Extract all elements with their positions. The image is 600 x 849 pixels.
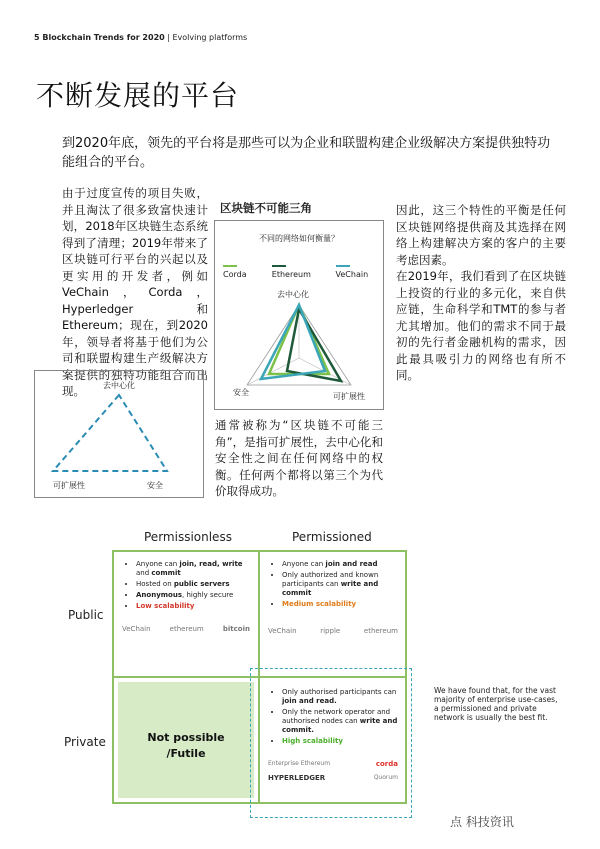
corda-logo: corda <box>375 760 398 768</box>
page-title: 不断发展的平台 <box>36 79 240 112</box>
intro-paragraph: 到2020年底，领先的平台将是那些可以为企业和联盟构建企业级解决方案提供独特功能组合的平台。 <box>62 136 551 170</box>
label-scalability: 可扩展性 <box>53 481 85 490</box>
quorum-logo: Quorum <box>373 774 398 781</box>
futile-label: /Futile <box>166 747 206 760</box>
ethereum-logo: ethereum <box>169 625 204 633</box>
row-head-public: Public <box>68 608 104 622</box>
chart-label-security: 安全 <box>233 388 249 397</box>
logos-permissionless-public <box>122 625 254 633</box>
chart-title: 区块链不可能三角 <box>220 201 312 215</box>
vechain-logo: VeChain <box>268 627 297 635</box>
logos-permissioned-public <box>268 627 402 635</box>
footer-watermark: 点 科技资讯 <box>450 815 514 829</box>
body-column-middle: 通常被称为“区块链不可能三角”，是指可扩展性，去中心化和安全性之间在任何网络中的权衡。任何两个都将以第三个为代价取得成功。 <box>215 418 383 498</box>
label-decentralization: 去中心化 <box>103 381 135 390</box>
section-name: Evolving platforms <box>172 33 248 42</box>
radar-svg <box>215 221 383 411</box>
logos-permissioned-private <box>268 760 402 768</box>
right-paragraph-1: 因此，这三个特性的平衡是任何区块链网络提供商及其选择在网络上构建解决方案的客户的主要考虑因素。 <box>396 203 566 267</box>
side-note: We have found that, for the vast majority of enterprise use-cases, a permissioned and private network is usually the best fit. <box>434 686 558 722</box>
chart-label-decentralization: 去中心化 <box>277 290 309 299</box>
col-head-permissionless: Permissionless <box>144 530 232 544</box>
cell-permissioned-private: • Only authorised participants can join and read. • Only the network operator and authorised nodes can write and commit. • High scalability Enterprise Ethereum corda HYPERLEDGER Quorum <box>268 688 402 782</box>
enterprise-ethereum-logo: Enterprise Ethereum <box>268 760 331 767</box>
body-column-left: 由于过度宣传的项目失败，并且淘汰了很多致富快速计划，2018年区块链生态系统得到了清理；2019年带来了区块链可行平台的兴起以及更实用的开发者，例如VeChain，Corda，Hyperledger和Ethereum；现在，到2020年，领导者将基于他们为公司和联盟构建生产级解决方案提供的独特功能组合而出现。 <box>62 186 208 398</box>
row-head-private: Private <box>64 735 106 749</box>
vechain-logo: VeChain <box>122 625 151 633</box>
triangle-radar-chart <box>214 220 384 410</box>
not-possible-label: Not possible <box>147 731 225 744</box>
col-head-permissioned: Permissioned <box>292 530 372 544</box>
bitcoin-logo: bitcoin <box>222 625 250 633</box>
legend-ethereum: Ethereum <box>272 261 326 279</box>
cell-permissionless-public: • Anyone can join, read, write and commit • Hosted on public servers • Anonymous, highly secure • Low scalability VeChain ethereum bitcoin <box>122 560 254 633</box>
legend-vechain: VeChain <box>336 261 383 279</box>
legend-corda: Corda <box>223 261 262 279</box>
right-paragraph-2: 在2019年，我们看到了在区块链上投资的行业的多元化，来自供应链，生命科学和TMT的参与者尤其增加。他们的需求不同于最初的先行者金融机构的需求，因此最具吸引力的网络也有所不同。 <box>396 269 566 382</box>
hyperledger-logo: HYPERLEDGER <box>268 774 326 782</box>
chart-label-scalability: 可扩展性 <box>333 392 365 401</box>
chart-question: 不同的网络如何衡量？ <box>259 234 339 243</box>
report-title: 5 Blockchain Trends for 2020 <box>34 33 165 42</box>
triangle-figure-simple <box>34 370 204 498</box>
page-header: 5 Blockchain Trends for 2020 | Evolving platforms <box>34 33 248 42</box>
ripple-logo: ripple <box>320 627 341 635</box>
body-column-right <box>396 202 566 384</box>
cell-permissioned-public: • Anyone can join and read • Only authorized and known participants can write and commit • Medium scalability VeChain ripple ethereum <box>268 560 402 635</box>
ethereum-logo: ethereum <box>363 627 398 635</box>
cell-permissionless-private <box>118 682 254 798</box>
label-security: 安全 <box>147 481 163 490</box>
